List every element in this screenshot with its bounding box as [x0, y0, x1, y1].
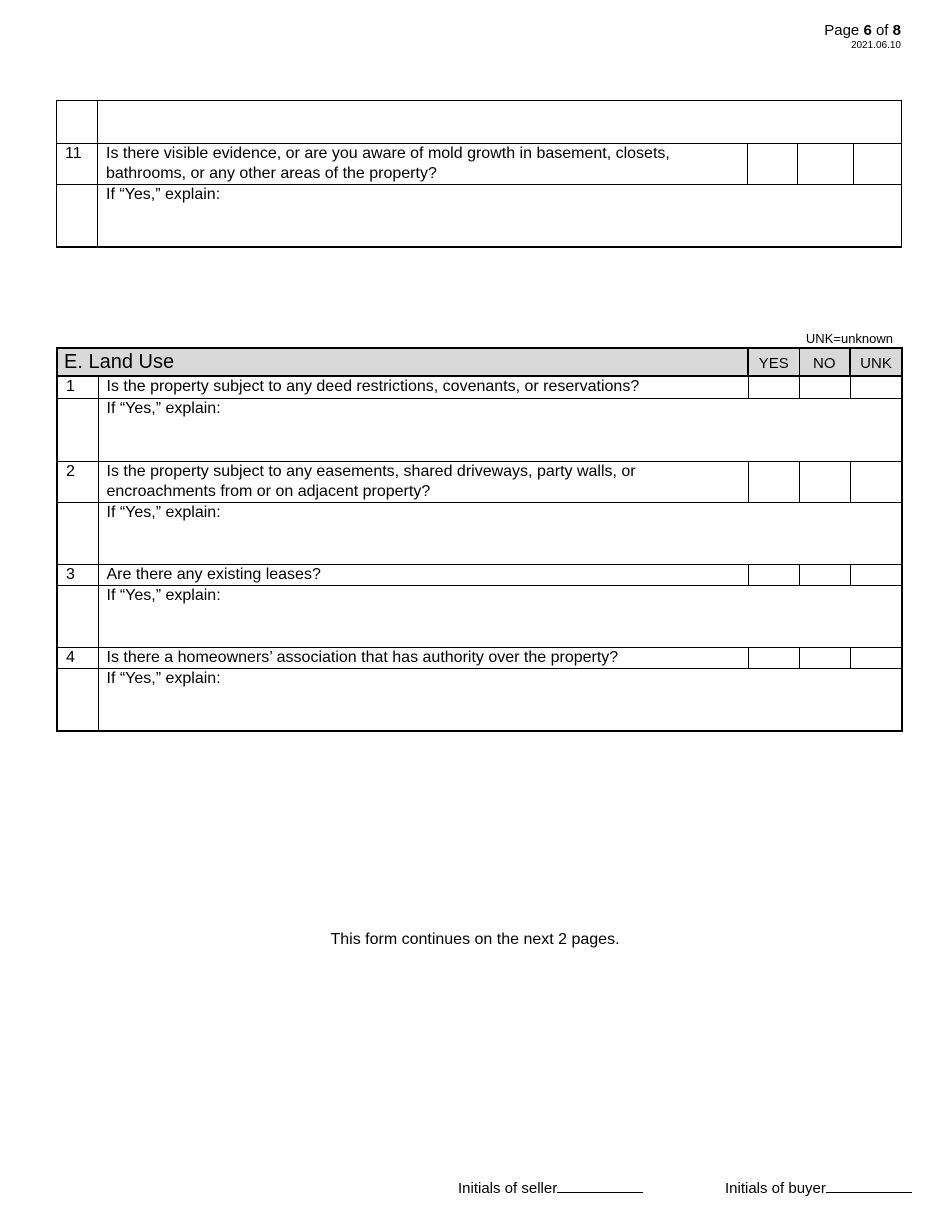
table-row: [57, 668, 902, 731]
table-row: [57, 144, 902, 185]
unk-checkbox-q4[interactable]: [850, 647, 902, 668]
continuation-note: This form continues on the next 2 pages.: [330, 931, 620, 948]
page-total: 8: [892, 22, 901, 39]
no-checkbox-q11[interactable]: [798, 144, 854, 185]
question-number: 2: [57, 461, 98, 502]
num-cell-blank: [57, 398, 98, 461]
table-row: [57, 585, 902, 647]
num-cell-blank: [57, 585, 98, 647]
question-text: Is there visible evidence, or are you aware of mold growth in basement, closets, bathrooms, or any other areas of the property?: [98, 144, 748, 185]
initials-seller-field[interactable]: [557, 1178, 643, 1193]
num-cell-blank: [57, 185, 98, 247]
yes-checkbox-q11[interactable]: [748, 144, 798, 185]
question-number: 1: [57, 376, 98, 398]
section-header: [57, 348, 902, 376]
no-checkbox-q1[interactable]: [799, 376, 850, 398]
unk-checkbox-q2[interactable]: [850, 461, 902, 502]
explain-field-q1[interactable]: If “Yes,” explain:: [98, 398, 902, 461]
page-header: [824, 22, 901, 52]
initials-buyer-field[interactable]: [826, 1178, 912, 1193]
land-use-table: [56, 347, 903, 732]
table-row: [57, 647, 902, 668]
page-number: Page 6 of 8: [824, 22, 901, 39]
question-number: 11: [57, 144, 98, 185]
explain-field-q4[interactable]: If “Yes,” explain:: [98, 668, 902, 731]
table-row: [57, 502, 902, 564]
unk-checkbox-q11[interactable]: [854, 144, 902, 185]
yes-checkbox-q4[interactable]: [748, 647, 799, 668]
table-row: [57, 564, 902, 585]
initials-buyer-label: Initials of buyer: [725, 1180, 826, 1197]
table-row: [57, 398, 902, 461]
explain-field-q2[interactable]: If “Yes,” explain:: [98, 502, 902, 564]
explain-field-q11[interactable]: If “Yes,” explain:: [98, 185, 902, 247]
unk-checkbox-q1[interactable]: [850, 376, 902, 398]
num-cell-blank: [57, 502, 98, 564]
table-row: [57, 376, 902, 398]
question-text: Is there a homeowners’ association that has authority over the property?: [98, 647, 748, 668]
no-checkbox-q2[interactable]: [799, 461, 850, 502]
table-row: [57, 461, 902, 502]
col-header-unk: UNK: [850, 348, 902, 376]
col-header-yes: YES: [748, 348, 799, 376]
num-cell-blank: [57, 668, 98, 731]
initials-seller-label: Initials of seller: [458, 1180, 558, 1197]
unk-legend: UNK=unknown: [805, 331, 893, 346]
no-checkbox-q4[interactable]: [799, 647, 850, 668]
mold-question-table: [56, 100, 902, 248]
yes-checkbox-q1[interactable]: [748, 376, 799, 398]
yes-checkbox-q3[interactable]: [748, 564, 799, 585]
question-number: 3: [57, 564, 98, 585]
initials-buyer: [725, 1178, 912, 1198]
table-row: [57, 185, 902, 247]
question-text: Is the property subject to any deed restrictions, covenants, or reservations?: [98, 376, 748, 398]
no-checkbox-q3[interactable]: [799, 564, 850, 585]
yes-checkbox-q2[interactable]: [748, 461, 799, 502]
section-title: E. Land Use: [57, 348, 748, 376]
initials-seller: [458, 1178, 643, 1198]
form-date: 2021.06.10: [850, 40, 901, 51]
question-number: 4: [57, 647, 98, 668]
num-cell-blank: [57, 101, 98, 144]
question-text: Are there any existing leases?: [98, 564, 748, 585]
explain-field-q3[interactable]: If “Yes,” explain:: [98, 585, 902, 647]
question-text: Is the property subject to any easements, shared driveways, party walls, or encroachments from or on adjacent property?: [98, 461, 748, 502]
col-header-no: NO: [799, 348, 850, 376]
page-current: 6: [863, 22, 872, 39]
unk-checkbox-q3[interactable]: [850, 564, 902, 585]
table-row: [57, 101, 902, 144]
explain-cell-previous[interactable]: [98, 101, 902, 144]
